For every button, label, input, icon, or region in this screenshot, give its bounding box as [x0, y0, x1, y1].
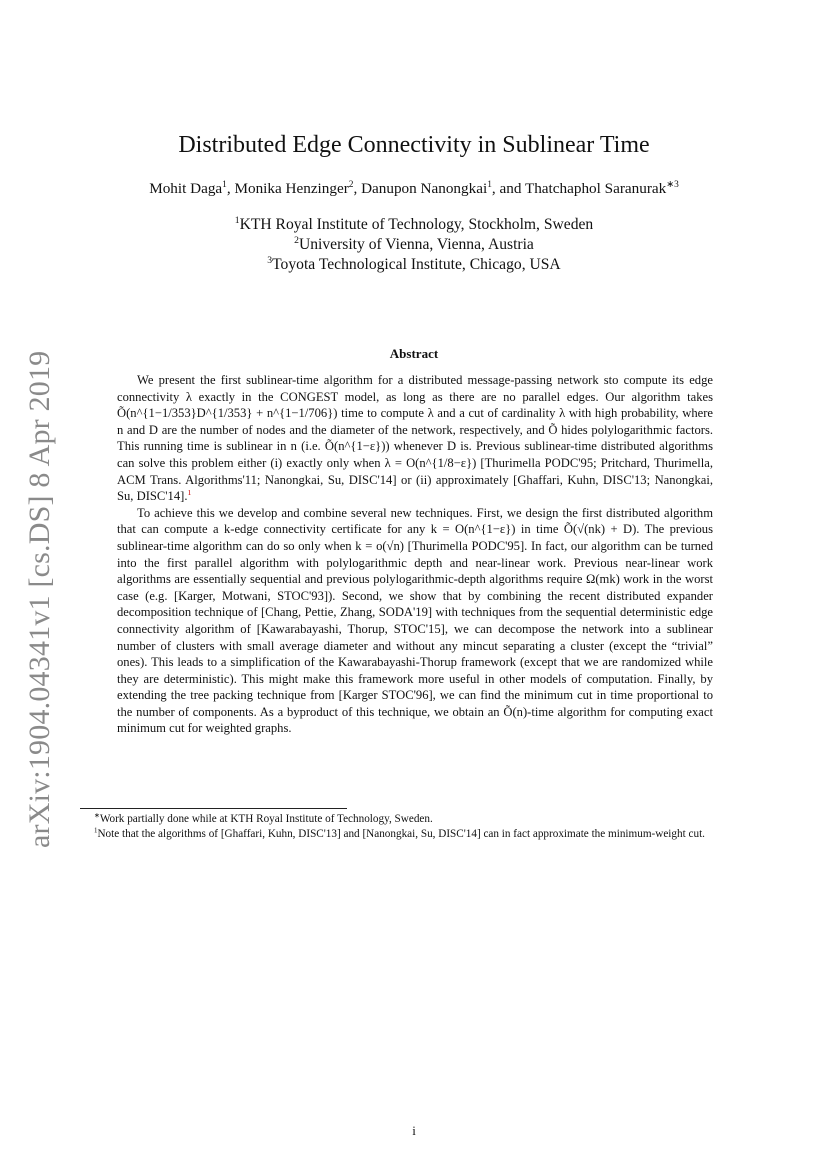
abstract-heading: Abstract — [389, 346, 439, 361]
affiliation: $^2$University of Vienna, Vienna, Austria — [294, 234, 534, 253]
abstract-paragraph: To achieve this we develop and combine several new techniques. First, we design the first distributed algorithm that can compute a k-edge connectivity certificate for any k = O(n^{1−ε}) in time Õ(√(nk) + D). The previous sublinear-time algorithm can do so only when k = o(√n) [Thurimella PODC'95]. In fact, our algorithm can be turned into the first parallel algorithm with polylogarithmic depth and near-linear work. Previous near-linear work algorithms are essentially sequential and previous polylogarithmic-depth algorithms require Ω(mk) work in the worst case (e.g. [Karger, Motwani, STOC'93]). Second, we show that by combining the recent distributed expander decomposition technique of [Chang, Pettie, Zhang, SODA'19] with techniques from the sequential deterministic edge connectivity algorithm of [Kawarabayashi, Thorup, STOC'15], we can decompose the network into a sublinear number of clusters with small average diameter and without any mincut separating a cluster (except the “trivial” ones). This leads to a simplification of the Kawarabayashi-Thorup framework (except that we are randomized while they are deterministic). This might make this framework more useful in other models of computation. Finally, by extending the tree packing technique from [Karger STOC'96], we can find the minimum cut in time proportional to the number of components. As a byproduct of this technique, we obtain an Õ(n)-time algorithm for computing exact minimum cut for weighted graphs. — [117, 505, 713, 736]
author: Monika Henzinger$^2$ — [234, 179, 354, 197]
page-number: i — [412, 1123, 416, 1138]
footnote-rule — [80, 808, 347, 809]
author: Thatchaphol Saranurak$^{∗3}$ — [524, 179, 679, 197]
abstract-body — [117, 372, 713, 737]
affiliation: $^1$KTH Royal Institute of Technology, Stockholm, Sweden — [234, 214, 594, 233]
author: Danupon Nanongkai$^1$ — [361, 179, 492, 197]
affiliation: $^3$Toyota Technological Institute, Chicago, USA — [267, 254, 561, 273]
author: Mohit Daga$^1$ — [149, 179, 227, 197]
footnote: $^1$Note that the algorithms of [Ghaffari, Kuhn, DISC'13] and [Nanongkai, Su, DISC'14] can in fact approximate the minimum-weight cut. — [94, 825, 705, 840]
footnote: ∗Work partially done while at KTH Royal Institute of Technology, Sweden. — [94, 811, 433, 825]
footnote-ref[interactable]: 1 — [187, 487, 192, 497]
author-list: Mohit Daga$^1$, Monika Henzinger$^2$, Danupon Nanongkai$^1$, and Thatchaphol Saranurak$^{∗3}$ — [149, 179, 679, 197]
arxiv-stamp-text: arXiv:1904.04341v1 [cs.DS] 8 Apr 2019 — [23, 350, 56, 848]
paper-title: Distributed Edge Connectivity in Sublinear Time — [178, 132, 650, 158]
footnotes — [80, 812, 748, 841]
abstract-paragraph: We present the first sublinear-time algorithm for a distributed message-passing network sto compute its edge connectivity λ exactly in the CONGEST model, as long as there are no parallel edges. Our algorithm takes Õ(n^{1−1/353}D^{1/353} + n^{1−1/706}) time to compute λ and a cut of cardinality λ with high probability, where n and D are the number of nodes and the diameter of the network, respectively, and Õ hides polylogarithmic factors. This running time is sublinear in n (i.e. Õ(n^{1−ε})) whenever D is. Previous sublinear-time distributed algorithms can solve this problem either (i) exactly only when λ = O(n^{1/8−ε}) [Thurimella PODC'95; Pritchard, Thurimella, ACM Trans. Algorithms'11; Nanongkai, Su, DISC'14] or (ii) approximately [Ghaffari, Kuhn, DISC'13; Nanongkai, Su, DISC'14].$^1$ — [117, 373, 713, 504]
arxiv-stamp — [18, 350, 62, 848]
